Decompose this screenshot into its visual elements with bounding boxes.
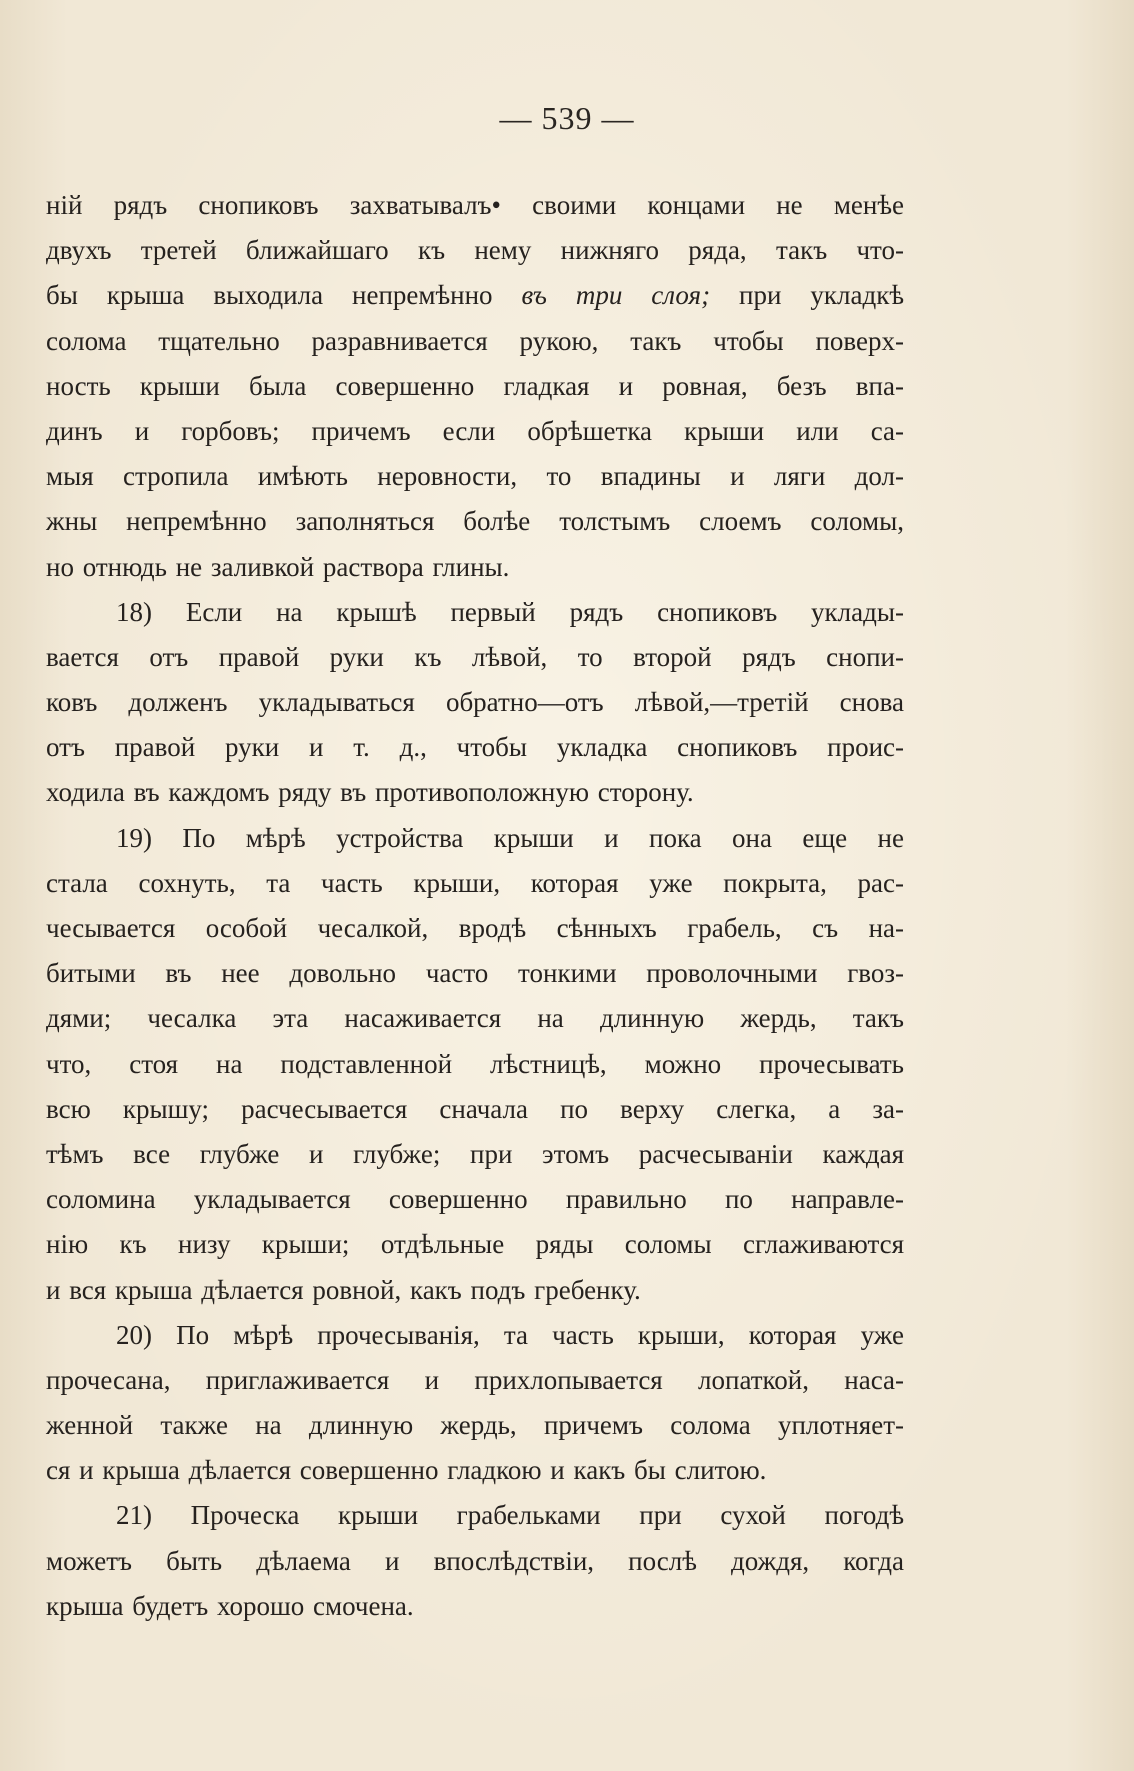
text-line: ность крыши была совершенно гладкая и ровная, безъ впа- [46,370,904,401]
text-line: тѣмъ все глубже и глубже; при этомъ расчесываніи каждая [46,1138,904,1169]
text-line: что, стоя на подставленной лѣстницѣ, можно прочесывать [46,1048,904,1079]
text-line: ся и крыша дѣлается совершенно гладкою и какъ бы слитою. [46,1455,767,1486]
text-line: стала сохнуть, та часть крыши, которая уже покрыта, рас- [46,867,904,898]
text-line: битыми въ нее довольно часто тонкими проволочными гвоз- [46,958,904,989]
text-line: но отнюдь не заливкой раствора глины. [46,551,510,582]
text-line: ній рядъ снопиковъ захватывалъ• своими концами не менѣе [46,190,904,220]
text-line: нію къ низу крыши; отдѣльные ряды соломы сглаживаются [46,1229,904,1260]
text-line: чесывается особой чесалкой, вродѣ сѣнныхъ грабель, съ на- [46,913,904,943]
text-line: вается отъ правой руки къ лѣвой, то второй рядъ снопи- [46,641,904,672]
text-segment: бы крыша выходила непремѣнно [46,280,493,311]
paragraph-20-start: 20) По мѣрѣ прочесыванія, та часть крыши, которая уже [116,1319,904,1350]
text-line: отъ правой руки и т. д., чтобы укладка снопиковъ проис- [46,732,904,763]
text-line: прочесана, приглаживается и прихлопывается лопаткой, наса- [46,1364,904,1395]
text-line: двухъ третей ближайшаго къ нему нижняго ряда, такъ что- [46,235,904,266]
body-text [46,183,904,1629]
text-line: женной также на длинную жердь, причемъ солома уплотняет- [46,1410,904,1441]
text-line: крыша будетъ хорошо смочена. [46,1590,414,1621]
text-line: жны непремѣнно заполняться болѣе толстымъ слоемъ соломы, [46,506,904,537]
text-line: и вся крыша дѣлается ровной, какъ подъ гребенку. [46,1274,641,1305]
text-line: соломина укладывается совершенно правильно по направле- [46,1184,904,1215]
text-line: динъ и горбовъ; причемъ если обрѣшетка крыши или са- [46,415,904,446]
text-line: дями; чесалка эта насаживается на длинную жердь, такъ [46,1003,904,1034]
emphasis-italic: въ три слоя; [521,280,711,311]
text-segment: при укладкѣ [739,280,904,311]
paragraph-19-start: 19) По мѣрѣ устройства крыши и пока она еще не [116,822,904,853]
text-line: мыя стропила имѣють неровности, то впадины и ляги дол- [46,461,904,492]
text-line: ходила въ каждомъ ряду въ противоположную сторону. [46,777,694,808]
text-line: всю крышу; расчесывается сначала по верху слегка, а за- [46,1093,904,1124]
page-number: — 539 — [499,100,635,136]
paragraph-18-start: 18) Если на крышѣ первый рядъ снопиковъ уклады- [116,596,904,627]
text-line: можетъ быть дѣлаема и впослѣдствіи, послѣ дождя, когда [46,1545,904,1576]
text-line [46,273,904,318]
text-line: ковъ долженъ укладываться обратно—отъ лѣвой,—третій снова [46,687,904,718]
text-line: солома тщательно разравнивается рукою, такъ чтобы поверх- [46,325,904,356]
paragraph-21-start: 21) Проческа крыши грабельками при сухой погодѣ [116,1500,904,1531]
